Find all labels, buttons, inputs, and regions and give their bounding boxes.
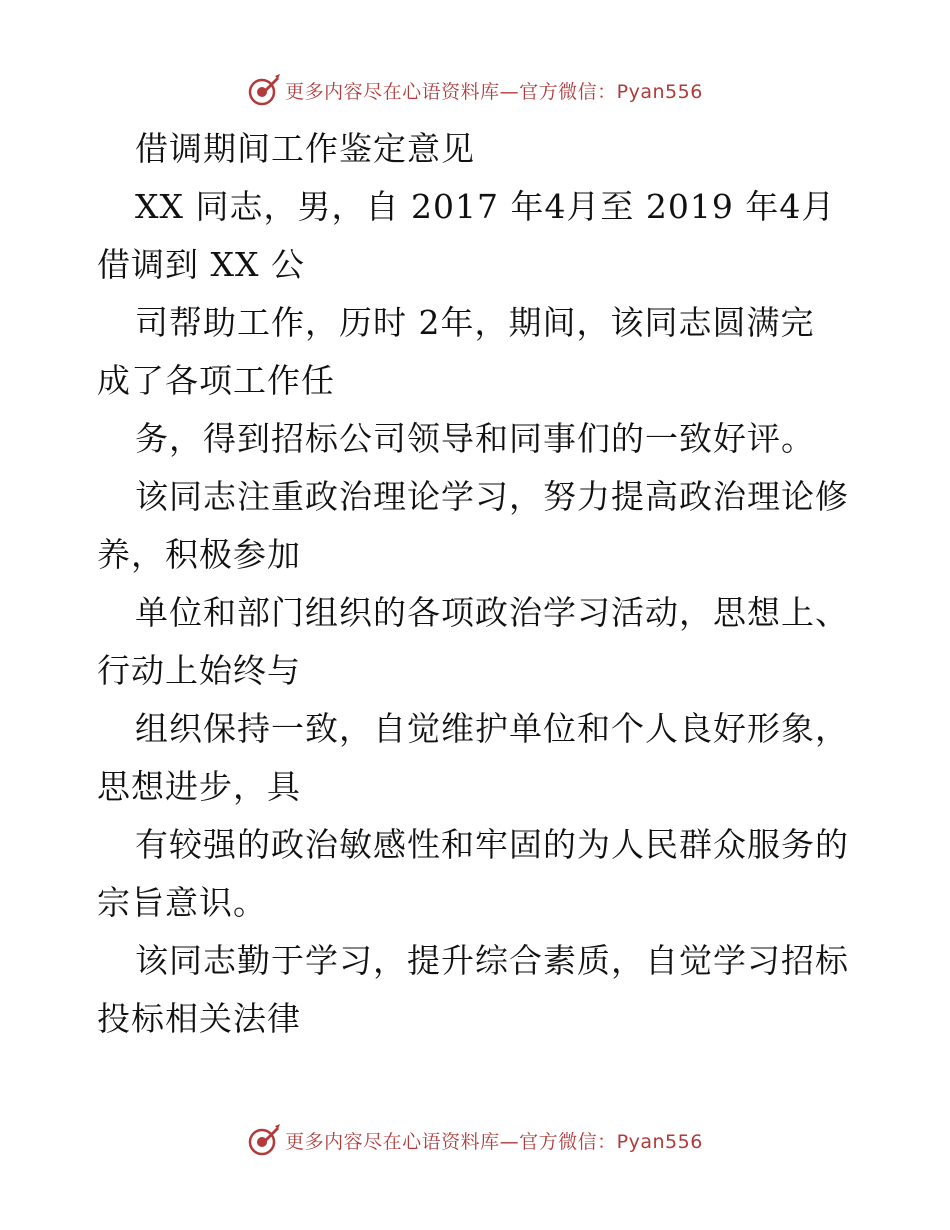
- quill-logo-icon: [247, 73, 281, 107]
- text-line: 借调到 XX 公: [97, 245, 305, 284]
- watermark-footer: [0, 1120, 950, 1160]
- text-line: 司帮助工作，历时 2年，期间，该同志圆满完: [135, 303, 815, 342]
- text-line: 思想进步，具: [97, 767, 301, 806]
- text-line: 务，得到招标公司领导和同事们的一致好评。: [135, 419, 815, 458]
- watermark-header: [0, 70, 950, 110]
- text-line: 行动上始终与: [97, 651, 301, 690]
- watermark-header-inner: [247, 73, 703, 107]
- text-line: XX 同志，男，自 2017 年4月至 2019 年4月: [135, 187, 836, 226]
- document-body: [97, 120, 867, 1048]
- quill-logo-icon: [247, 1123, 281, 1157]
- watermark-footer-text: 更多内容尽在心语资料库—官方微信：Pyan556: [285, 1130, 703, 1153]
- text-line: 单位和部门组织的各项政治学习活动，思想上、: [135, 593, 849, 632]
- text-line: 宗旨意识。: [97, 883, 267, 922]
- text-line: 借调期间工作鉴定意见: [135, 129, 475, 168]
- text-line: 有较强的政治敏感性和牢固的为人民群众服务的: [135, 825, 849, 864]
- text-line: 该同志勤于学习，提升综合素质，自觉学习招标: [135, 941, 849, 980]
- text-line: 该同志注重政治理论学习，努力提高政治理论修: [135, 477, 849, 516]
- text-line: 投标相关法律: [97, 999, 301, 1038]
- watermark-header-text: 更多内容尽在心语资料库—官方微信：Pyan556: [285, 80, 703, 103]
- text-line: 组织保持一致，自觉维护单位和个人良好形象，: [135, 709, 849, 748]
- text-line: 成了各项工作任: [97, 361, 335, 400]
- text-line: 养，积极参加: [97, 535, 301, 574]
- watermark-footer-inner: [247, 1123, 703, 1157]
